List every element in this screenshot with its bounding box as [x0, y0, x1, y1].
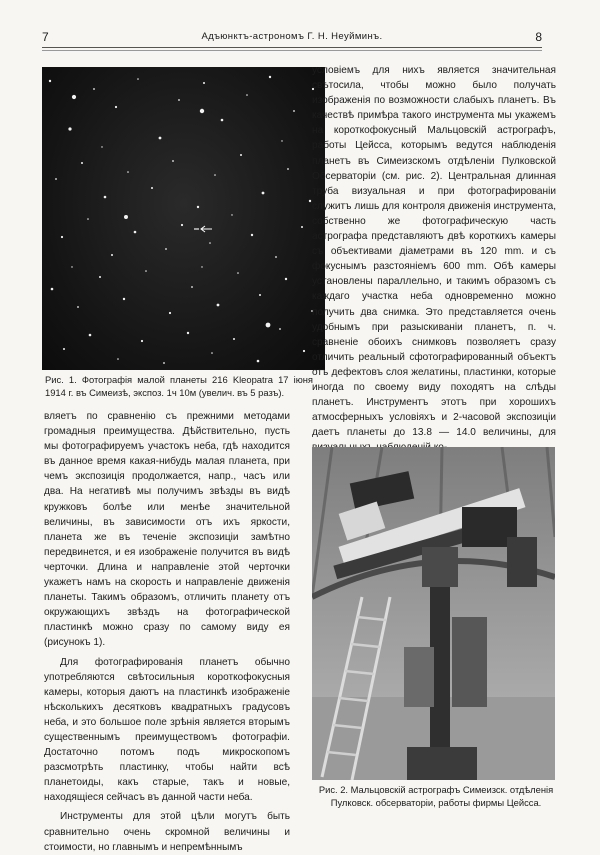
page-number-right: 8: [535, 30, 542, 44]
paragraph: Инструменты для этой цѣли могутъ быть сравнительно очень скромной величины и стоимости, но главнымъ и непремѣннымъ: [44, 811, 290, 853]
star-field: [42, 67, 325, 370]
stars: [49, 76, 314, 364]
header-rule-thin: [42, 50, 542, 51]
page-number-left: 7: [42, 30, 49, 44]
astrograph-illustration: [312, 447, 555, 780]
figure1-caption: Рис. 1. Фотографія малой планеты 216 Kleopatra 17 іюня 1914 г. въ Симеизѣ, экспоз. 1ч 10м (увелич. въ 5 разъ).: [45, 374, 313, 398]
paragraph: условіемъ для нихъ является значительная свѣтосила, чтобы можно было получать изображенія по возможности слабыхъ планетъ. Въ качествѣ примѣра такого инструмента мы укажемъ на короткофокусный Мальцовскій астрографъ, работы Цейсса, которымъ ведутся наблюденія планетъ въ Симеизскомъ отдѣленіи Пулковской Обсерваторіи (см. рис. 2). Центральная длинная труба визуальная и при фотографированіи служитъ лишь для контроля движенія инструмента, собственно же фотографическую часть астрографа представляютъ двѣ короткихъ камеры съ объективами діаметрами въ 120 mm. и съ фокуснымъ разстояніемъ 600 mm. Обѣ камеры установлены параллельно, и такимъ образомъ съ каждаго участка неба одновременно можно получить два снимка. Это представляется очень удобнымъ при разыскиваніи планетъ, п. ч. сравненіе обоихъ снимковъ позволяетъ сразу отличить реальный сфотографированный объектъ отъ дефектовъ слоя желатины, пластинки, которые иногда по своему виду походятъ на слѣды планетъ. Инструментъ этотъ при хорошихъ атмосферныхъ условіяхъ и 2-часовой экспозиціи даетъ планеты до 13.8 — 14.0 величины, для: [312, 65, 556, 439]
left-column: [44, 409, 290, 855]
right-column: [312, 63, 556, 455]
arrow-left-icon: [201, 226, 212, 232]
paragraph: Для фотографированія планетъ обычно употребляются свѣтосильныя короткофокусныя камеры, которыя даютъ на пластинкѣ изображеніе нѣсколькихъ десятковъ квадратныхъ градусовъ неба, и это большое поле зрѣнія является вторымъ существеннымъ преимуществомъ фотографіи. Достаточно потомъ подъ микроскопомъ разсмотрѣть пластинку, чтобы найти всѣ планетоиды, какъ старые, такъ и новые, находящіеся сейчасъ въ данной части неба.: [44, 656, 290, 804]
astrograph-photo: [312, 447, 555, 780]
header-rule: [42, 47, 542, 48]
running-head: Адъюнктъ-астрономъ Г. Н. Неуйминъ.: [201, 31, 383, 42]
figure2-caption: Рис. 2. Мальцовскій астрографъ Симеизск. отдѣленія Пулковск. обсерваторіи, работы фирмы Цейсса.: [318, 784, 554, 808]
page-header: [42, 30, 542, 46]
paragraph: вляетъ по сравненію съ прежними методами громадныя преимущества. Дѣйствительно, пусть мы фотографируемъ участокъ неба, гдѣ находится въ данное время какая-нибудь малая планета, при чемъ экспозиція продолжается, напр., часъ или два. На негативѣ мы получимъ звѣзды въ видѣ кружковъ болѣе или менѣе значительной величины, въ зависимости отъ ихъ яркости, планета же въ теченіе экспозиціи замѣтно передвинется, и ея изображеніе получится въ видѣ черточки. Длина и направленіе этой черточки укажетъ намъ на скорость и направленіе движенія планеты. Такимъ образомъ, отличить планету отъ окружающихъ звѣздъ на фотографической пластинкѣ можно сразу по самому виду ея (рисунокъ 1).: [44, 411, 290, 649]
star-field-photo: [42, 67, 325, 370]
